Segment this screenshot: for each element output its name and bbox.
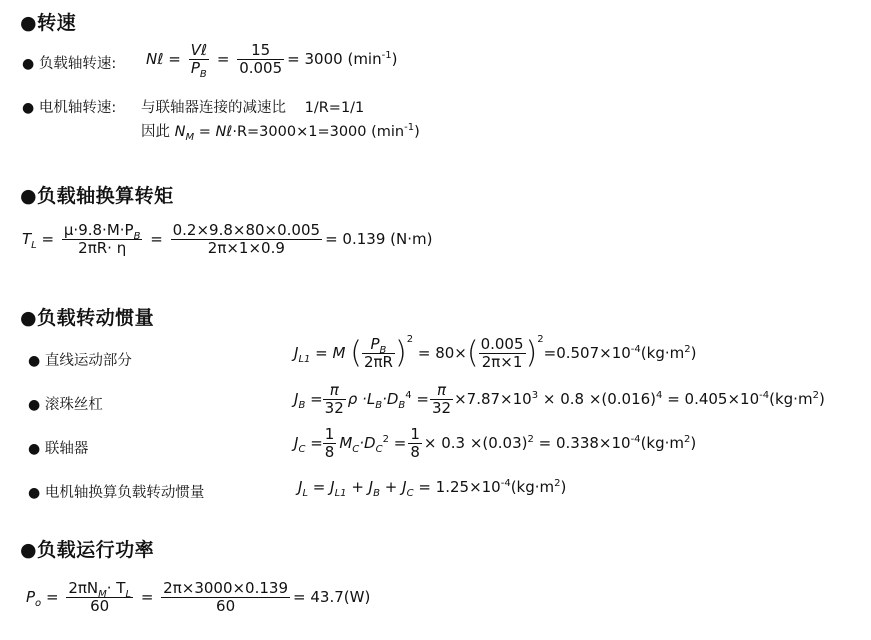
inertia-item-total — [28, 481, 204, 502]
num: μ·9.8·M·P — [63, 221, 134, 239]
symbol-sub: L — [302, 488, 309, 499]
rho-l: ρ ·L — [347, 390, 376, 408]
pitch-fraction — [362, 336, 395, 371]
exp2: 2 — [527, 434, 534, 445]
coefficient: 80× — [435, 344, 467, 362]
d-sub: B — [398, 400, 406, 411]
symbol-sub: L — [31, 240, 37, 251]
num: π — [323, 382, 346, 400]
unit-close: ) — [818, 390, 825, 408]
d-sup: 4 — [405, 390, 412, 401]
mc-sub: C — [352, 444, 360, 455]
result: = 0.338×10 — [533, 434, 631, 452]
bullet: ● — [22, 56, 35, 72]
exp: -4 — [500, 478, 511, 489]
eighth-fraction-2 — [408, 426, 422, 461]
unit: (min — [347, 50, 382, 68]
bullet: ● — [28, 485, 41, 501]
section-title-speed: ●转速 — [20, 12, 77, 34]
t1: J — [330, 478, 335, 496]
num-val: 2π×3000×0.139 — [163, 579, 288, 597]
motor-shaft-label — [22, 96, 116, 117]
square: 2 — [537, 334, 544, 345]
dc: ·D — [359, 434, 376, 452]
num2: · T — [106, 579, 126, 597]
label: 电机轴换算负载转动惯量 — [44, 485, 205, 501]
num-sub: B — [379, 345, 387, 356]
unit: (kg·m — [769, 390, 813, 408]
value-fraction — [171, 222, 322, 257]
num-val: 0.005 — [480, 335, 524, 353]
t3: J — [402, 478, 407, 496]
result: =0.507×10 — [543, 344, 631, 362]
symbol-sub: M — [185, 131, 195, 143]
exp: -4 — [759, 390, 770, 401]
num-sub: ℓ — [200, 41, 208, 59]
inertia-ballscrew-formula: $J_B$ = $\frac{\pi}{32}$ $\rho \cdot L_B\cdot D_B^4$ = $\frac{\pi}{32}$ $\times 7.87\times 10^3 \times 0.8 \times(0.016)^4 = 0.405\times 10^{-4}(kg\cdot m^2)$ — [294, 381, 825, 417]
bullet: ● — [22, 100, 35, 116]
torque-formula: $T_L$ = $\frac{\mu\cdot 9.8\cdot M\cdot P_B}{2\pi R\cdot \eta}$ = $\frac{0.2\times 9.8\times 80\times 0.005}{2\pi\times 1\times 0.9}$ = 0.139 (N·m) — [22, 221, 433, 257]
inertia-coupling-formula: $J_C$ = $\frac{1}{8}$ $M_C\cdot D_C^2$ = $\frac{1}{8}$ × $0.3 \times(0.03)^2 = 0.338\times 10^{-4}(kg\cdot m^2)$ — [294, 425, 697, 461]
unit-sup: 2 — [812, 390, 819, 401]
inertia-item-linear — [28, 349, 132, 370]
den-sub: B — [199, 69, 207, 80]
unit-close: ) — [391, 50, 398, 68]
motor-shaft-formula: 因此 $N_M$ = Nℓ·R=3000×1=3000 $(\min^{-1})$ — [141, 122, 420, 143]
unit-close: ) — [690, 434, 697, 452]
section-title-power: ●负载运行功率 — [20, 539, 155, 561]
symbol: J — [294, 344, 299, 362]
dc-sub: C — [375, 444, 383, 455]
pi-fraction-2 — [430, 382, 453, 417]
load-shaft-formula: Nℓ = $\frac{\text{Vℓ}}{P_B}$ = $\frac{15}{0.005}$ = 3000 $(\min^{-1})$ — [146, 41, 398, 80]
symbol-fraction — [189, 41, 209, 80]
result: 43.7(W) — [310, 588, 371, 606]
expr2: × 0.8 ×(0.016) — [538, 390, 657, 408]
therefore: 因此 — [141, 124, 170, 140]
label: 负载轴转速: — [38, 56, 117, 72]
desc: 与联轴器连接的减速比 — [141, 100, 286, 116]
result: = 0.405×10 — [662, 390, 760, 408]
symbol-sub: B — [298, 400, 306, 411]
unit-sup: 2 — [684, 434, 691, 445]
mc: M — [339, 434, 353, 452]
unit: (kg·m — [640, 344, 685, 362]
den: 8 — [324, 443, 335, 461]
l-sub: B — [375, 400, 383, 411]
num-val: 0.2×9.8×80×0.005 — [172, 221, 321, 239]
motor-shaft-desc — [141, 96, 364, 117]
unit: (kg·m — [510, 478, 555, 496]
den-val: 2π×1×0.9 — [207, 239, 285, 257]
den-val: 2π×1 — [481, 353, 523, 371]
n-sub: ℓ — [226, 124, 233, 140]
section-title-inertia: ●负载转动惯量 — [20, 307, 155, 329]
symbol: T — [22, 230, 32, 248]
exp4: 4 — [656, 390, 663, 401]
inertia-total-formula: $J_L = J_{L1} + J_B + J_C = 1.25\times 10^{-4}(kg\cdot m^2)$ — [298, 478, 567, 499]
symbol-fraction — [66, 580, 133, 615]
inertia-item-ballscrew — [28, 393, 103, 414]
num: π — [430, 382, 453, 400]
symbol: N — [146, 50, 158, 68]
symbol-fraction — [62, 222, 143, 257]
t2: J — [368, 478, 374, 496]
label: 联轴器 — [44, 441, 89, 457]
value-fraction — [479, 336, 526, 371]
exp: -4 — [630, 344, 641, 355]
num-val: 15 — [237, 42, 284, 60]
den: 2πR — [363, 353, 393, 371]
expr: × 0.3 ×(0.03) — [423, 434, 528, 452]
eighth-fraction — [323, 426, 337, 461]
num: P — [370, 335, 380, 353]
ratio: 1/R=1/1 — [304, 100, 365, 116]
symbol-sub: L1 — [298, 354, 311, 365]
unit: (kg·m — [640, 434, 685, 452]
symbol-sub: ℓ — [157, 50, 164, 68]
result: 0.139 (N·m) — [342, 230, 433, 248]
num: 2πN — [68, 579, 99, 597]
unit-sup: -1 — [381, 50, 392, 61]
unit-sup: -1 — [404, 122, 415, 134]
bullet: ● — [28, 397, 41, 413]
unit-close: ) — [560, 478, 567, 496]
den-val: 60 — [216, 597, 236, 615]
num-sub: B — [133, 231, 141, 242]
num: 1 — [410, 425, 420, 443]
den: 32 — [324, 399, 344, 417]
den: P — [190, 59, 200, 77]
num2-sub: L — [125, 589, 132, 600]
symbol: P — [26, 588, 36, 606]
den: 2πR· η — [78, 239, 127, 257]
den: 8 — [410, 443, 420, 461]
label: 滚珠丝杠 — [44, 397, 103, 413]
num: 1 — [324, 425, 335, 443]
t2-sub: B — [373, 488, 380, 499]
den: 32 — [432, 399, 452, 417]
symbol-sub: C — [298, 444, 306, 455]
symbol: J — [298, 478, 303, 496]
t1-sub: L1 — [334, 488, 347, 499]
inertia-linear-formula: $J_{L1} = M$ ( $\frac{P_B}{2\pi R}$ )$^2$ = 80×( $\frac{0.005}{2\pi\times 1}$ )$^2=0.507\times 10^{-4}(kg\cdot m^2)$ — [294, 334, 697, 371]
num-sub: M — [98, 589, 107, 600]
expr: ·R=3000×1=3000 (min — [232, 124, 405, 140]
dc-sup: 2 — [382, 434, 389, 445]
symbol: J — [294, 390, 299, 408]
inertia-item-coupling — [28, 437, 88, 458]
label: 直线运动部分 — [44, 353, 132, 369]
unit-close: ) — [414, 124, 420, 140]
result: = 1.25×10 — [418, 478, 501, 496]
exp: -4 — [630, 434, 641, 445]
symbol: J — [294, 434, 299, 452]
result: 3000 — [304, 50, 343, 68]
exp3: 3 — [531, 390, 539, 401]
t3-sub: C — [406, 488, 414, 499]
pi-fraction — [323, 382, 346, 417]
section-title-torque: ●负载轴换算转矩 — [20, 185, 174, 207]
square: 2 — [406, 334, 414, 345]
value-fraction — [161, 580, 290, 615]
d: ·D — [382, 390, 399, 408]
load-shaft-label — [22, 52, 116, 73]
symbol: N — [174, 124, 186, 140]
unit-sup: 2 — [554, 478, 561, 489]
bullet: ● — [28, 353, 41, 369]
unit-sup: 2 — [684, 344, 691, 355]
symbol-sub: o — [35, 598, 42, 609]
value-fraction — [237, 42, 284, 77]
mass: M — [332, 344, 346, 362]
unit-close: ) — [690, 344, 697, 362]
n: N — [215, 124, 227, 140]
expr: ×7.87×10 — [454, 390, 532, 408]
den-val: 0.005 — [239, 59, 283, 77]
num: V — [190, 41, 201, 59]
label: 电机轴转速: — [38, 100, 117, 116]
den: 60 — [90, 597, 110, 615]
bullet: ● — [28, 441, 41, 457]
power-formula: $P_o$ = $\frac{2\pi N_M\cdot T_L}{60}$ = $\frac{2\pi\times 3000\times 0.139}{60}$ = 43.7(W) — [26, 579, 371, 615]
